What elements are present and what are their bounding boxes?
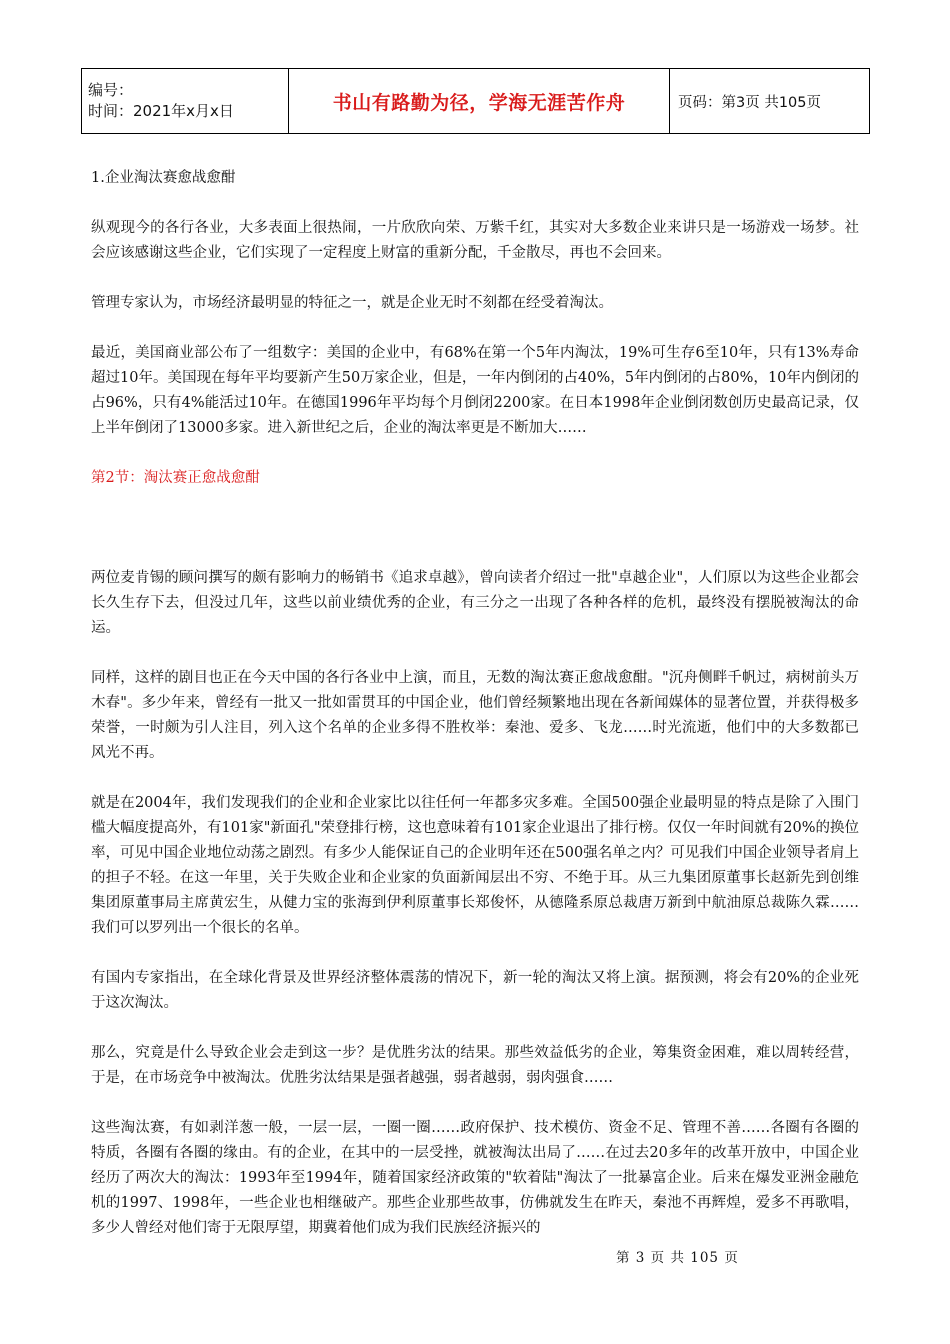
paragraph: 有国内专家指出，在全球化背景及世界经济整体震荡的情况下，新一轮的淘汰又将上演。据预测，将会有20%的企业死于这次淘汰。 (91, 970, 859, 1011)
header-motto: 书山有路勤为径，学海无涯苦作舟 (289, 69, 670, 134)
heading-1: 1.企业淘汰赛愈战愈酣 (91, 170, 236, 186)
document-body (91, 166, 859, 1241)
paragraph: 纵观现今的各行各业，大多表面上很热闹，一片欣欣向荣、万紫千红，其实对大多数企业来讲只是一场游戏一场梦。社会应该感谢这些企业，它们实现了一定程度上财富的重新分配，千金散尽，再也不会回来。 (91, 220, 859, 261)
paragraph: 两位麦肯锡的顾问撰写的颇有影响力的畅销书《追求卓越》，曾向读者介绍过一批"卓越企业"，人们原以为这些企业都会长久生存下去，但没过几年，这些以前业绩优秀的企业，有三分之一出现了各种各样的危机，最终没有摆脱被淘汰的命运。 (91, 570, 859, 636)
serial-label: 编号： (88, 81, 134, 99)
paragraph: 那么，究竟是什么导致企业会走到这一步？是优胜劣汰的结果。那些效益低劣的企业，筹集资金困难，难以周转经营，于是，在市场竞争中被淘汰。优胜劣汰结果是强者越强，弱者越弱，弱肉强食…… (91, 1045, 859, 1086)
date-label: 时间：2021年x月x日 (88, 102, 234, 120)
page-footer: 第 3 页 共 105 页 (616, 1250, 739, 1266)
paragraph: 最近，美国商业部公布了一组数字：美国的企业中，有68%在第一个5年内淘汰，19%可生存6至10年，只有13%寿命超过10年。美国现在每年平均要新产生50万家企业，但是，一年内倒闭的占40%，5年内倒闭的占80%，10年内倒闭的占96%，只有4%能活过10年。在德国1996年平均每个月倒闭2200家。在日本1998年企业倒闭数创历史最高记录，仅上半年倒闭了13000多家。进入新世纪之后，企业的淘汰率更是不断加大…… (91, 345, 859, 436)
paragraph: 同样，这样的剧目也正在今天中国的各行各业中上演，而且，无数的淘汰赛正愈战愈酣。"沉舟侧畔千帆过，病树前头万木春"。多少年来，曾经有一批又一批如雷贯耳的中国企业，他们曾经频繁地出现在各新闻媒体的显著位置，并获得极多荣誉，一时颇为引人注目，列入这个名单的企业多得不胜枚举：秦池、爱多、飞龙……时光流逝，他们中的大多数都已风光不再。 (91, 670, 859, 761)
paragraph: 这些淘汰赛，有如剥洋葱一般，一层一层，一圈一圈……政府保护、技术模仿、资金不足、管理不善……各圈有各圈的特质，各圈有各圈的缘由。有的企业，在其中的一层受挫，就被淘汰出局了……在过去20多年的改革开放中，中国企业经历了两次大的淘汰：1993年至1994年，随着国家经济政策的"软着陆"淘汰了一批暴富企业。后来在爆发亚洲金融危机的1997、1998年，一些企业也相继破产。那些企业那些故事，仿佛就发生在昨天，秦池不再辉煌，爱多不再歌唱，多少人曾经对他们寄于无限厚望，期冀着他们成为我们民族经济振兴的 (91, 1120, 859, 1236)
header-meta-cell (82, 69, 289, 134)
header-page-label: 页码：第3页 共105页 (670, 69, 870, 134)
header-table (81, 68, 870, 134)
section-title: 第2节：淘汰赛正愈战愈酣 (91, 470, 260, 486)
paragraph: 就是在2004年，我们发现我们的企业和企业家比以往任何一年都多灾多难。全国500强企业最明显的特点是除了入围门槛大幅度提高外，有101家"新面孔"荣登排行榜，这也意味着有101家企业退出了排行榜。仅仅一年时间就有20%的换位率，可见中国企业地位动荡之剧烈。有多少人能保证自己的企业明年还在500强名单之内？可见我们中国企业领导者肩上的担子不轻。在这一年里，关于失败企业和企业家的负面新闻层出不穷、不绝于耳。从三九集团原董事长赵新先到创维集团原董事局主席黄宏生，从健力宝的张海到伊利原董事长郑俊怀，从德隆系原总裁唐万新到中航油原总裁陈久霖……我们可以罗列出一个很长的名单。 (91, 795, 859, 936)
paragraph: 管理专家认为，市场经济最明显的特征之一，就是企业无时不刻都在经受着淘汰。 (91, 295, 613, 311)
